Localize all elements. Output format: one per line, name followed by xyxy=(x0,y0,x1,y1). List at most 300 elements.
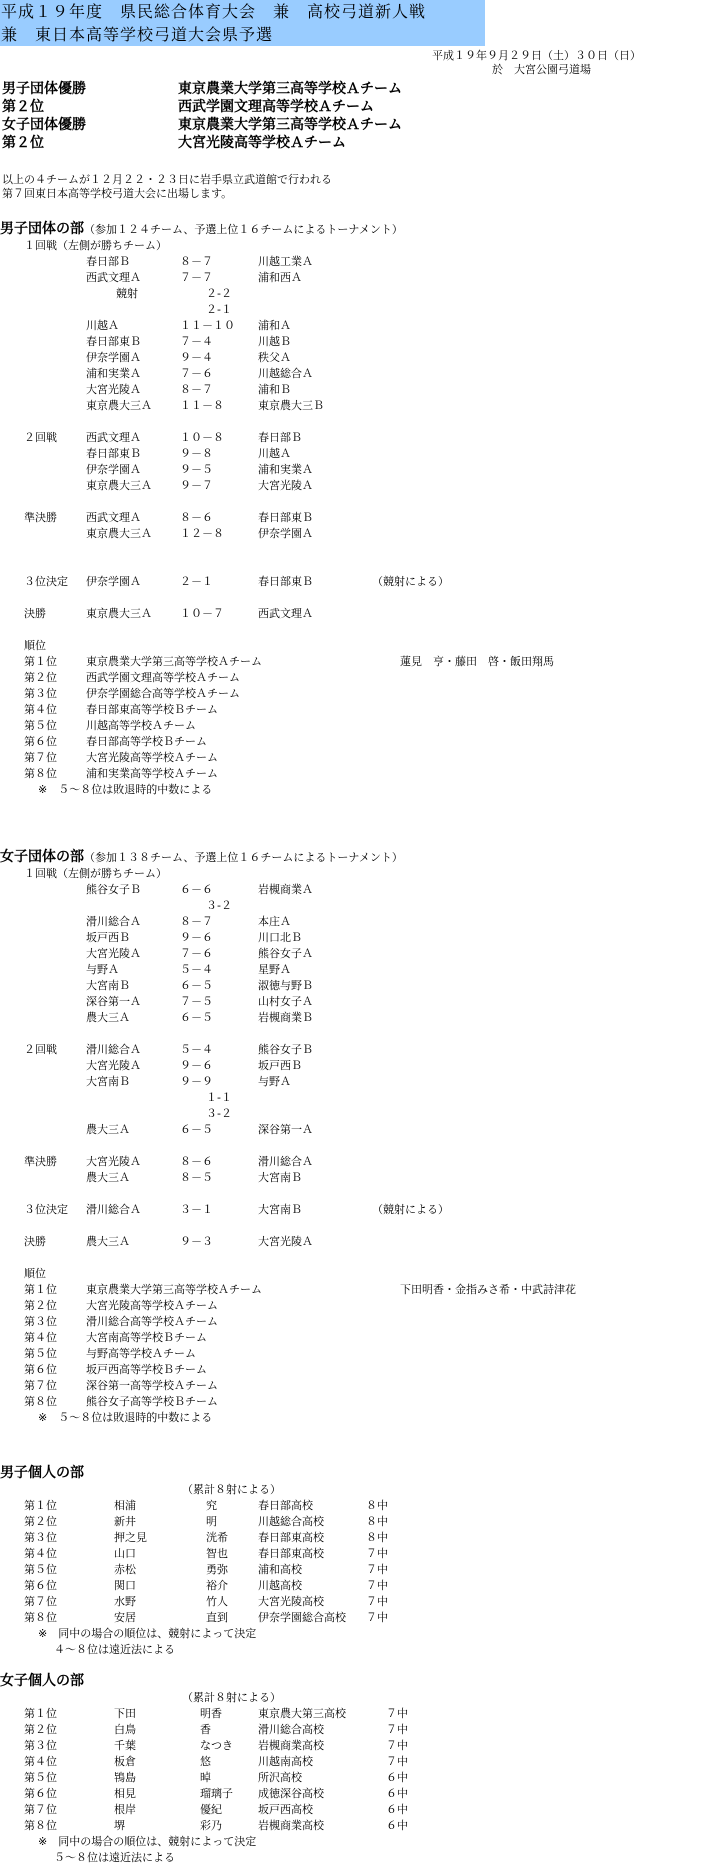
team-name: 東京農業大学第三高等学校Ａチーム xyxy=(86,1283,262,1296)
school: 岩槻商業高校 xyxy=(258,1739,324,1752)
result-line xyxy=(0,766,721,782)
school: 春日部東高校 xyxy=(258,1547,324,1560)
result-line xyxy=(0,638,721,654)
given-name: なつき xyxy=(200,1739,233,1752)
surname: 安居 xyxy=(114,1611,136,1624)
result-line xyxy=(0,1362,721,1378)
title-line-2: 兼 東日本高等学校弓道大会県予選 xyxy=(1,25,274,44)
score: ８－７ xyxy=(180,915,213,928)
individual-subheader: （累計８射による） xyxy=(182,1691,281,1704)
surname: 板倉 xyxy=(114,1755,136,1768)
spacer xyxy=(0,1218,721,1234)
score: ９－６ xyxy=(180,931,213,944)
rank: 第４位 xyxy=(24,1331,57,1344)
result-line xyxy=(0,1170,721,1186)
surname: 押之見 xyxy=(114,1531,147,1544)
school: 春日部東高校 xyxy=(258,1531,324,1544)
winner: 深谷第一Ａ xyxy=(86,995,141,1008)
loser: 大宮南Ｂ xyxy=(258,1171,302,1184)
score: ２-２ xyxy=(206,287,232,300)
boys-individual-section xyxy=(0,1462,721,1658)
winner: 大宮光陵Ａ xyxy=(86,1155,141,1168)
score: ３-２ xyxy=(206,899,232,912)
loser: 川越工業Ａ xyxy=(258,255,313,268)
score: ９－６ xyxy=(180,1059,213,1072)
section-title xyxy=(0,846,721,866)
result-line xyxy=(0,1074,721,1090)
ranking-header: 順位 xyxy=(24,639,46,652)
rank: 第７位 xyxy=(24,1803,57,1816)
summary-row xyxy=(2,134,702,152)
winner: 大宮光陵Ａ xyxy=(86,1059,141,1072)
round-label: 決勝 xyxy=(24,607,46,620)
score: ３-２ xyxy=(206,1107,232,1120)
loser: 川越Ａ xyxy=(258,447,291,460)
result-line xyxy=(0,430,721,446)
result-line xyxy=(0,882,721,898)
score: ８－７ xyxy=(180,255,213,268)
round-label: ３位決定 xyxy=(24,1203,68,1216)
school: 成徳深谷高校 xyxy=(258,1787,324,1800)
team-members: 下田明香・金指みさ希・中武詩津花 xyxy=(400,1283,576,1296)
hits: ８中 xyxy=(366,1515,388,1528)
result-line xyxy=(0,1802,721,1818)
winner: 東京農大三Ａ xyxy=(86,527,152,540)
given-name: 究 xyxy=(206,1499,217,1512)
winner: 浦和実業Ａ xyxy=(86,367,141,380)
result-line xyxy=(0,1234,721,1250)
loser: 春日部東Ｂ xyxy=(258,575,313,588)
school: 大宮光陵高校 xyxy=(258,1595,324,1608)
loser: 川越総合Ａ xyxy=(258,367,313,380)
result-line xyxy=(0,1850,721,1866)
loser: 川口北Ｂ xyxy=(258,931,302,944)
result-line xyxy=(0,1346,721,1362)
result-line xyxy=(0,930,721,946)
team-name: 春日部東高等学校Ｂチーム xyxy=(86,703,218,716)
individual-note: ※ 同中の場合の順位は、競射によって決定 xyxy=(38,1835,257,1848)
team-name: 熊谷女子高等学校Ｂチーム xyxy=(86,1395,218,1408)
section-title: 男子個人の部 xyxy=(0,1465,84,1481)
score: ６－５ xyxy=(180,1011,213,1024)
result-line xyxy=(0,1266,721,1282)
loser: 与野Ａ xyxy=(258,1075,291,1088)
result-line xyxy=(0,750,721,766)
girls-individual-section xyxy=(0,1670,721,1866)
result-line xyxy=(0,318,721,334)
given-name: 洸希 xyxy=(206,1531,228,1544)
spacer xyxy=(0,1026,721,1042)
spacer xyxy=(0,1138,721,1154)
score: ５－４ xyxy=(180,963,213,976)
given-name: 智也 xyxy=(206,1547,228,1560)
round-label: 決勝 xyxy=(24,1235,46,1248)
surname: 千葉 xyxy=(114,1739,136,1752)
score: ７－６ xyxy=(180,947,213,960)
loser: 深谷第一Ａ xyxy=(258,1123,313,1136)
rank: 第４位 xyxy=(24,1547,57,1560)
result-line xyxy=(0,1530,721,1546)
school: 滑川総合高校 xyxy=(258,1723,324,1736)
round-label: ２回戦 xyxy=(24,431,57,444)
rank: 第３位 xyxy=(24,1315,57,1328)
result-line xyxy=(0,1090,721,1106)
result-line xyxy=(0,978,721,994)
hits: ６中 xyxy=(386,1803,408,1816)
winner: 東京農大三Ａ xyxy=(86,399,152,412)
round-label: ３位決定 xyxy=(24,575,68,588)
given-name: 香 xyxy=(200,1723,211,1736)
result-line xyxy=(0,654,721,670)
team-name: 伊奈学園総合高等学校Ａチーム xyxy=(86,687,240,700)
surname: 鴇島 xyxy=(114,1771,136,1784)
winner: 与野Ａ xyxy=(86,963,119,976)
score: ６－５ xyxy=(180,1123,213,1136)
round-label: 準決勝 xyxy=(24,1155,57,1168)
surname: 堺 xyxy=(114,1819,125,1832)
hits: ７中 xyxy=(386,1723,408,1736)
result-line xyxy=(0,1042,721,1058)
surname: 相浦 xyxy=(114,1499,136,1512)
result-line xyxy=(0,478,721,494)
result-line xyxy=(0,606,721,622)
summary-row xyxy=(2,80,702,98)
loser: 川越Ｂ xyxy=(258,335,291,348)
result-line xyxy=(0,1202,721,1218)
result-line xyxy=(0,1154,721,1170)
winner: 熊谷女子Ｂ xyxy=(86,883,141,896)
winner: 伊奈学園Ａ xyxy=(86,575,141,588)
school: 川越総合高校 xyxy=(258,1515,324,1528)
winner: 競射 xyxy=(116,287,138,300)
surname: 山口 xyxy=(114,1547,136,1560)
school: 浦和高校 xyxy=(258,1563,302,1576)
surname: 新井 xyxy=(114,1515,136,1528)
result-line xyxy=(0,946,721,962)
loser: 岩槻商業Ｂ xyxy=(258,1011,313,1024)
rank: 第４位 xyxy=(24,1755,57,1768)
rank: 第６位 xyxy=(24,1787,57,1800)
loser: 滑川総合Ａ xyxy=(258,1155,313,1168)
team-name: 春日部高等学校Ｂチーム xyxy=(86,735,207,748)
loser: 山村女子Ａ xyxy=(258,995,313,1008)
spacer xyxy=(0,590,721,606)
winner: 滑川総合Ａ xyxy=(86,1203,141,1216)
individual-subheader: （累計８射による） xyxy=(182,1483,281,1496)
result-line xyxy=(0,1546,721,1562)
rank: 第２位 xyxy=(24,1299,57,1312)
result-line xyxy=(0,1690,721,1706)
score: ７－４ xyxy=(180,335,213,348)
note-line: 以上の４チームが１２月２２・２３日に岩手県立武道館で行われる xyxy=(2,173,332,186)
winner: 伊奈学園Ａ xyxy=(86,463,141,476)
result-line xyxy=(0,1378,721,1394)
given-name: 竹人 xyxy=(206,1595,228,1608)
winner: 西武文理Ａ xyxy=(86,431,141,444)
result-line xyxy=(0,1498,721,1514)
girls-team-section xyxy=(0,846,721,1426)
given-name: 明香 xyxy=(200,1707,222,1720)
score: ８－６ xyxy=(180,511,213,524)
ranking-header: 順位 xyxy=(24,1267,46,1280)
loser: 大宮南Ｂ xyxy=(258,1203,302,1216)
section-title: 女子個人の部 xyxy=(0,1673,84,1689)
result-line xyxy=(0,350,721,366)
section-title xyxy=(0,218,721,238)
section-subtitle: （参加１３８チーム、予選上位１６チームによるトーナメント） xyxy=(84,851,403,864)
result-line xyxy=(0,994,721,1010)
result-line xyxy=(0,1626,721,1642)
title-line-1: 平成１９年度 県民総合体育大会 兼 高校弓道新人戦 xyxy=(1,2,427,21)
loser: 伊奈学園Ａ xyxy=(258,527,313,540)
round-header: １回戦（左側が勝ちチーム） xyxy=(24,239,167,252)
team-name: 川越高等学校Ａチーム xyxy=(86,719,196,732)
spacer xyxy=(0,1250,721,1266)
score: １０－７ xyxy=(180,607,224,620)
loser: 浦和Ａ xyxy=(258,319,291,332)
school: 坂戸西高校 xyxy=(258,1803,313,1816)
loser: 西武文理Ａ xyxy=(258,607,313,620)
team-members: 蓮見 亨・藤田 啓・飯田翔馬 xyxy=(400,655,554,668)
loser: 本庄Ａ xyxy=(258,915,291,928)
rank: 第８位 xyxy=(24,767,57,780)
result-line xyxy=(0,1482,721,1498)
rank: 第７位 xyxy=(24,1595,57,1608)
winner: 春日部Ｂ xyxy=(86,255,130,268)
rank: 第２位 xyxy=(24,671,57,684)
hits: ７中 xyxy=(366,1611,388,1624)
winner: 西武文理Ａ xyxy=(86,511,141,524)
winner: 大宮光陵Ａ xyxy=(86,947,141,960)
loser: 熊谷女子Ａ xyxy=(258,947,313,960)
match-note: （競射による） xyxy=(372,1203,449,1216)
rank: 第３位 xyxy=(24,1739,57,1752)
winner: 西武文理Ａ xyxy=(86,271,141,284)
result-line xyxy=(0,366,721,382)
result-line xyxy=(0,866,721,882)
result-line xyxy=(0,286,721,302)
result-line xyxy=(0,238,721,254)
result-line xyxy=(0,1282,721,1298)
summary-label: 第２位 xyxy=(2,99,44,115)
score: ２-１ xyxy=(206,303,232,316)
date-venue xyxy=(432,49,641,77)
result-line xyxy=(0,1578,721,1594)
result-line xyxy=(0,270,721,286)
round-header: １回戦（左側が勝ちチーム） xyxy=(24,867,167,880)
winner: 滑川総合Ａ xyxy=(86,1043,141,1056)
loser: 星野Ａ xyxy=(258,963,291,976)
hits: ７中 xyxy=(366,1579,388,1592)
winner: 春日部東Ｂ xyxy=(86,447,141,460)
spacer xyxy=(0,622,721,638)
given-name: 直到 xyxy=(206,1611,228,1624)
team-name: 東京農業大学第三高等学校Ａチーム xyxy=(86,655,262,668)
loser: 熊谷女子Ｂ xyxy=(258,1043,313,1056)
score: ３－１ xyxy=(180,1203,213,1216)
summary-team: 西武学園文理高等学校Ａチーム xyxy=(178,99,374,115)
result-line xyxy=(0,702,721,718)
result-line xyxy=(0,962,721,978)
summary-label: 第２位 xyxy=(2,135,44,151)
hits: ８中 xyxy=(366,1499,388,1512)
result-line xyxy=(0,526,721,542)
score: １-１ xyxy=(206,1091,232,1104)
rank: 第１位 xyxy=(24,1707,57,1720)
summary-team: 東京農業大学第三高等学校Ａチーム xyxy=(178,117,402,133)
round-label: 準決勝 xyxy=(24,511,57,524)
result-line xyxy=(0,782,721,798)
school: 所沢高校 xyxy=(258,1771,302,1784)
given-name: 裕介 xyxy=(206,1579,228,1592)
result-line xyxy=(0,254,721,270)
team-name: 大宮南高等学校Ｂチーム xyxy=(86,1331,207,1344)
rank: 第５位 xyxy=(24,1347,57,1360)
given-name: 瑠璃子 xyxy=(200,1787,233,1800)
surname: 赤松 xyxy=(114,1563,136,1576)
score: ９－８ xyxy=(180,447,213,460)
winner: 春日部東Ｂ xyxy=(86,335,141,348)
spacer xyxy=(0,542,721,558)
hits: ６中 xyxy=(386,1771,408,1784)
winner: 東京農大三Ａ xyxy=(86,607,152,620)
school: 川越南高校 xyxy=(258,1755,313,1768)
surname: 水野 xyxy=(114,1595,136,1608)
score: １０－８ xyxy=(180,431,224,444)
rank: 第５位 xyxy=(24,1771,57,1784)
score: ９－７ xyxy=(180,479,213,492)
individual-note: ４～８位は遠近法による xyxy=(54,1643,175,1656)
loser: 淑徳与野Ｂ xyxy=(258,979,313,992)
hits: ７中 xyxy=(366,1563,388,1576)
rank: 第２位 xyxy=(24,1515,57,1528)
rank: 第６位 xyxy=(24,1579,57,1592)
spacer xyxy=(0,558,721,574)
hits: ６中 xyxy=(386,1787,408,1800)
result-line xyxy=(0,1562,721,1578)
spacer xyxy=(0,1186,721,1202)
hits: ７中 xyxy=(366,1547,388,1560)
rank: 第４位 xyxy=(24,703,57,716)
result-line xyxy=(0,1738,721,1754)
summary-label: 男子団体優勝 xyxy=(2,81,86,97)
summary-row xyxy=(2,116,702,134)
individual-note: ※ 同中の場合の順位は、競射によって決定 xyxy=(38,1627,257,1640)
match-note: （競射による） xyxy=(372,575,449,588)
result-line xyxy=(0,718,721,734)
score: ８－７ xyxy=(180,383,213,396)
result-line xyxy=(0,462,721,478)
rank: 第８位 xyxy=(24,1819,57,1832)
score: １１－８ xyxy=(180,399,224,412)
result-line xyxy=(0,1706,721,1722)
result-line xyxy=(0,302,721,318)
rank: 第７位 xyxy=(24,1379,57,1392)
individual-note: ５～８位は遠近法による xyxy=(54,1851,175,1864)
loser: 秩父Ａ xyxy=(258,351,291,364)
given-name: 晫 xyxy=(200,1771,211,1784)
event-date: 平成１９年９月２９日（土）３０日（日） xyxy=(432,49,641,62)
rank: 第１位 xyxy=(24,1283,57,1296)
school: 東京農大第三高校 xyxy=(258,1707,346,1720)
rank: 第８位 xyxy=(24,1395,57,1408)
winner: 川越Ａ xyxy=(86,319,119,332)
score: ９－９ xyxy=(180,1075,213,1088)
result-line xyxy=(0,1722,721,1738)
winner: 大宮南Ｂ xyxy=(86,979,130,992)
winner: 農大三Ａ xyxy=(86,1011,130,1024)
rank: 第２位 xyxy=(24,1723,57,1736)
score: ７－６ xyxy=(180,367,213,380)
summary-team: 大宮光陵高等学校Ａチーム xyxy=(178,135,346,151)
result-line xyxy=(0,914,721,930)
loser: 春日部東Ｂ xyxy=(258,511,313,524)
result-line xyxy=(0,1818,721,1834)
result-line xyxy=(0,734,721,750)
winner: 農大三Ａ xyxy=(86,1171,130,1184)
title-banner xyxy=(0,0,485,46)
winner: 東京農大三Ａ xyxy=(86,479,152,492)
loser: 岩槻商業Ａ xyxy=(258,883,313,896)
result-line xyxy=(0,1514,721,1530)
score: ８－５ xyxy=(180,1171,213,1184)
surname: 白鳥 xyxy=(114,1723,136,1736)
result-line xyxy=(0,1330,721,1346)
rank: 第７位 xyxy=(24,751,57,764)
loser: 大宮光陵Ａ xyxy=(258,1235,313,1248)
given-name: 悠 xyxy=(200,1755,211,1768)
section-subtitle: （参加１２４チーム、予選上位１６チームによるトーナメント） xyxy=(84,223,403,236)
score: ９－４ xyxy=(180,351,213,364)
team-name: 大宮光陵高等学校Ａチーム xyxy=(86,1299,218,1312)
rank: 第６位 xyxy=(24,735,57,748)
loser: 浦和Ｂ xyxy=(258,383,291,396)
result-line xyxy=(0,334,721,350)
score: ２－１ xyxy=(180,575,213,588)
team-name: 滑川総合高等学校Ａチーム xyxy=(86,1315,218,1328)
winner: 大宮南Ｂ xyxy=(86,1075,130,1088)
given-name: 明 xyxy=(206,1515,217,1528)
rank: 第３位 xyxy=(24,1531,57,1544)
result-line xyxy=(0,1834,721,1850)
team-name: 深谷第一高等学校Ａチーム xyxy=(86,1379,218,1392)
winner: 坂戸西Ｂ xyxy=(86,931,130,944)
hits: ８中 xyxy=(366,1531,388,1544)
score: ９－５ xyxy=(180,463,213,476)
rank: 第５位 xyxy=(24,1563,57,1576)
result-line xyxy=(0,1106,721,1122)
result-line xyxy=(0,1394,721,1410)
note-line: 第７回東日本高等学校弓道大会に出場します。 xyxy=(2,187,233,200)
result-line xyxy=(0,1610,721,1626)
hits: ７中 xyxy=(366,1595,388,1608)
surname: 根岸 xyxy=(114,1803,136,1816)
team-name: 坂戸西高等学校Ｂチーム xyxy=(86,1363,207,1376)
section-title-text: 女子団体の部 xyxy=(0,849,84,865)
hits: ７中 xyxy=(386,1707,408,1720)
loser: 春日部Ｂ xyxy=(258,431,302,444)
result-line xyxy=(0,670,721,686)
surname: 関口 xyxy=(114,1579,136,1592)
rank: 第３位 xyxy=(24,687,57,700)
hits: ７中 xyxy=(386,1739,408,1752)
team-name: 大宮光陵高等学校Ａチーム xyxy=(86,751,218,764)
round-label: ２回戦 xyxy=(24,1043,57,1056)
winner: 大宮光陵Ａ xyxy=(86,383,141,396)
score: ６－５ xyxy=(180,979,213,992)
school: 伊奈学園総合高校 xyxy=(258,1611,346,1624)
score: ７－７ xyxy=(180,271,213,284)
